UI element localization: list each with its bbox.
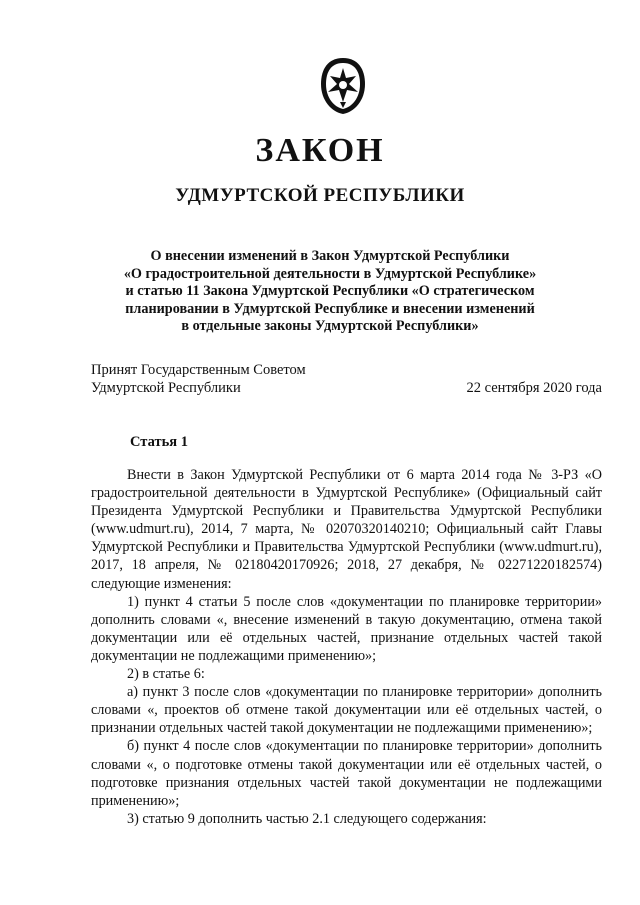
document-subtitle: УДМУРТСКОЙ РЕСПУБЛИКИ <box>175 185 465 206</box>
paragraph: 3) статью 9 дополнить частью 2.1 следующего содержания: <box>127 810 487 827</box>
paragraph: Внести в Закон Удмуртской Республики от 6 марта 2014 года № 3-РЗ «О градостроительной деятельности в Удмуртской Республике» (Официальный сайт Президента Удмуртской Республики и Правительства Удмуртской Республики (www.udmurt.ru), 2014, 7 марта, № 02070320140210; Официальный сайт Главы Удмуртской Республики и Правительства Удмуртской Республики (www.udmurt.ru), 2017, 18 апреля, № 02180420170926; 2018, 27 декабря, № 02271220182574) следующие изменения: <box>91 467 602 592</box>
heading-line: в отдельные законы Удмуртской Республики» <box>181 318 479 334</box>
heading-line: «О градостроительной деятельности в Удмуртской Республике» <box>123 265 537 282</box>
adoption-line: Удмуртской Республики <box>91 380 241 396</box>
document-title: ЗАКОН <box>255 132 385 169</box>
paragraph: 2) в статье 6: <box>127 666 205 683</box>
heading-line: и статью 11 Закона Удмуртской Республики «О стратегическом <box>125 283 535 299</box>
article-title: Статья 1 <box>130 434 188 450</box>
adoption-date: 22 сентября 2020 года <box>466 380 602 396</box>
paragraph: а) пункт 3 после слов «документации по планировке территории» дополнить словами «, проектов об отмене такой документации или её отдельных частей, о признании отдельных частей такой документации не подлежащими применению»; <box>91 684 602 737</box>
paragraph: б) пункт 4 после слов «документации по планировке территории» дополнить словами «, о подготовке отмены такой документации или её отдельных частей, о подготовке признания отдельных частей такой документации не подлежащими применению»; <box>91 738 602 809</box>
paragraph: 1) пункт 4 статьи 5 после слов «документации по планировке территории» дополнить словами «, внесение изменений в такую документацию, отмена такой документации или её отдельных частей, признание отдельных частей такой документации не подлежащими применению»; <box>91 593 602 664</box>
law-heading <box>60 248 600 336</box>
adoption-line: Принят Государственным Советом <box>91 362 306 378</box>
adoption-note <box>91 361 306 397</box>
article-body <box>91 466 602 828</box>
udmurt-coat-of-arms-icon <box>318 56 368 116</box>
heading-line: планировании в Удмуртской Республике и внесении изменений <box>125 300 535 317</box>
heading-line: О внесении изменений в Закон Удмуртской Республики <box>150 248 510 264</box>
